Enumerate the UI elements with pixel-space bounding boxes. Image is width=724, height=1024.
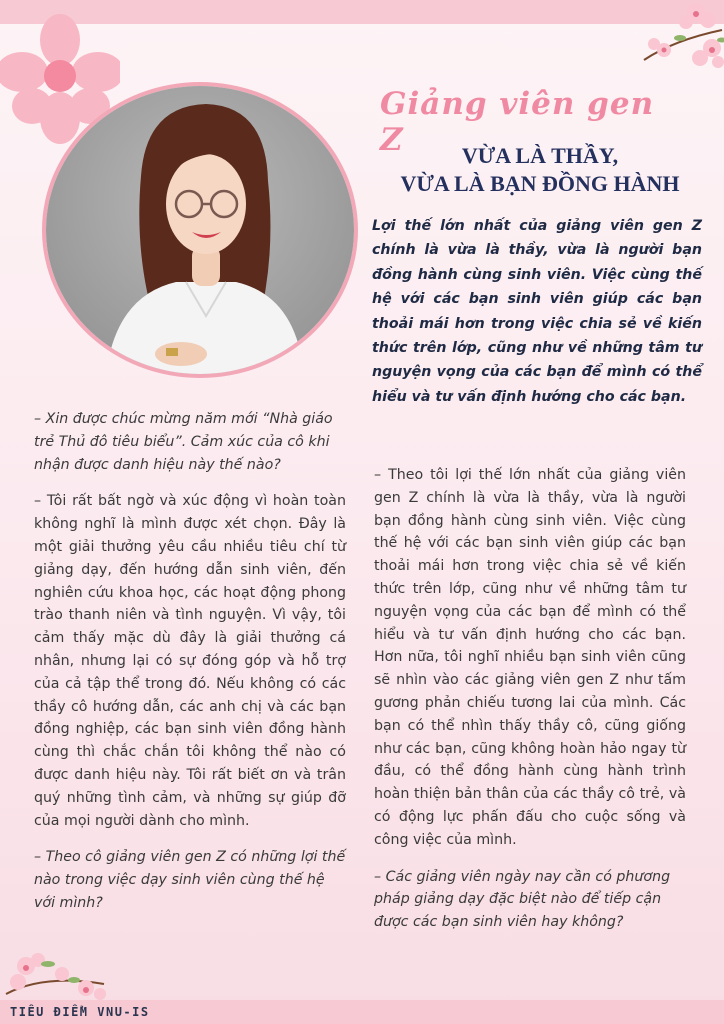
question-2: – Theo cô giảng viên gen Z có những lợi thế nào trong việc dạy sinh viên cùng thế hệ với mình? <box>34 849 346 911</box>
answer-2: – Theo tôi lợi thế lớn nhất của giảng viên gen Z chính là vừa là thầy, vừa là người bạn đồng hành cùng sinh viên. Việc cùng thế hệ với các bạn sinh viên giúp các bạn thoải mái hơn trong việc chia sẻ về kiến thức trên lớp, cũng như về những tâm tư nguyện vọng của các bạn để mình có thể hiểu và tư vấn định hướng cho các bạn. Hơn nữa, tôi nghĩ nhiều bạn sinh viên cũng sẽ nhìn vào các giảng viên gen Z như tấm gương phản chiếu tương lai của mình. Các bạn có thể nhìn thấy thầy cô, cũng giống như các bạn, cũng không hoàn hảo ngay từ đầu, có thể đồng hành cùng hành trình hoàn thiện bản thân của các thầy cô trẻ, và có động lực phấn đấu cho cuộc sống và công việc của mình. <box>374 467 686 848</box>
left-column <box>34 408 346 929</box>
article-title: Giảng viên gen Z <box>380 86 655 158</box>
article-subtitle <box>380 142 700 198</box>
question-3: – Các giảng viên ngày nay cần có phương pháp giảng dạy đặc biệt nào để tiếp cận được các bạn sinh viên hay không? <box>374 868 671 931</box>
question-1: – Xin được chúc mừng năm mới “Nhà giáo trẻ Thủ đô tiêu biểu”. Cảm xúc của cô khi nhận được danh hiệu này thế nào? <box>34 411 333 473</box>
right-column <box>374 464 686 948</box>
subtitle-line-1: VỪA LÀ THẦY, <box>461 143 619 168</box>
blossom-decoration-bottom-left <box>4 944 114 1004</box>
lead-paragraph: Lợi thế lớn nhất của giảng viên gen Z chính là vừa là thầy, vừa là người bạn đồng hành cùng sinh viên. Việc cùng thế hệ với các bạn sinh viên giúp các bạn thoải mái hơn trong việc chia sẻ về kiến thức trên lớp, cũng như về những tâm tư nguyện vọng của các bạn để mình có thể hiểu và tư vấn định hướng cho các bạn. <box>372 218 702 405</box>
footer-label: TIÊU ĐIỂM VNU-IS <box>10 1005 150 1019</box>
subtitle-line-2: VỪA LÀ BẠN ĐỒNG HÀNH <box>400 171 680 196</box>
blossom-decoration-top-right <box>634 0 724 90</box>
portrait-photo <box>42 82 358 378</box>
answer-1: – Tôi rất bất ngờ và xúc động vì hoàn toàn không nghĩ là mình được xét chọn. Đây là một giải thưởng yêu cầu nhiều tiêu chí từ giảng dạy, đến hướng dẫn sinh viên, đến nghiên cứu khoa học, các hoạt động phong trào thanh niên và tình nguyện. Vì vậy, tôi cảm thấy mặc dù đây là giải thưởng cá nhân, nhưng lại có sự đóng góp và hỗ trợ của cả tập thể trong đó. Nếu không có các thầy cô hướng dẫn, các anh chị và các bạn đồng nghiệp, các bạn sinh viên đồng hành cùng thì chắc chắn tôi không thể nào có được danh hiệu này. Tôi rất biết ơn và trân quý những tình cảm, và những sự giúp đỡ của mọi người dành cho mình. <box>34 493 346 829</box>
